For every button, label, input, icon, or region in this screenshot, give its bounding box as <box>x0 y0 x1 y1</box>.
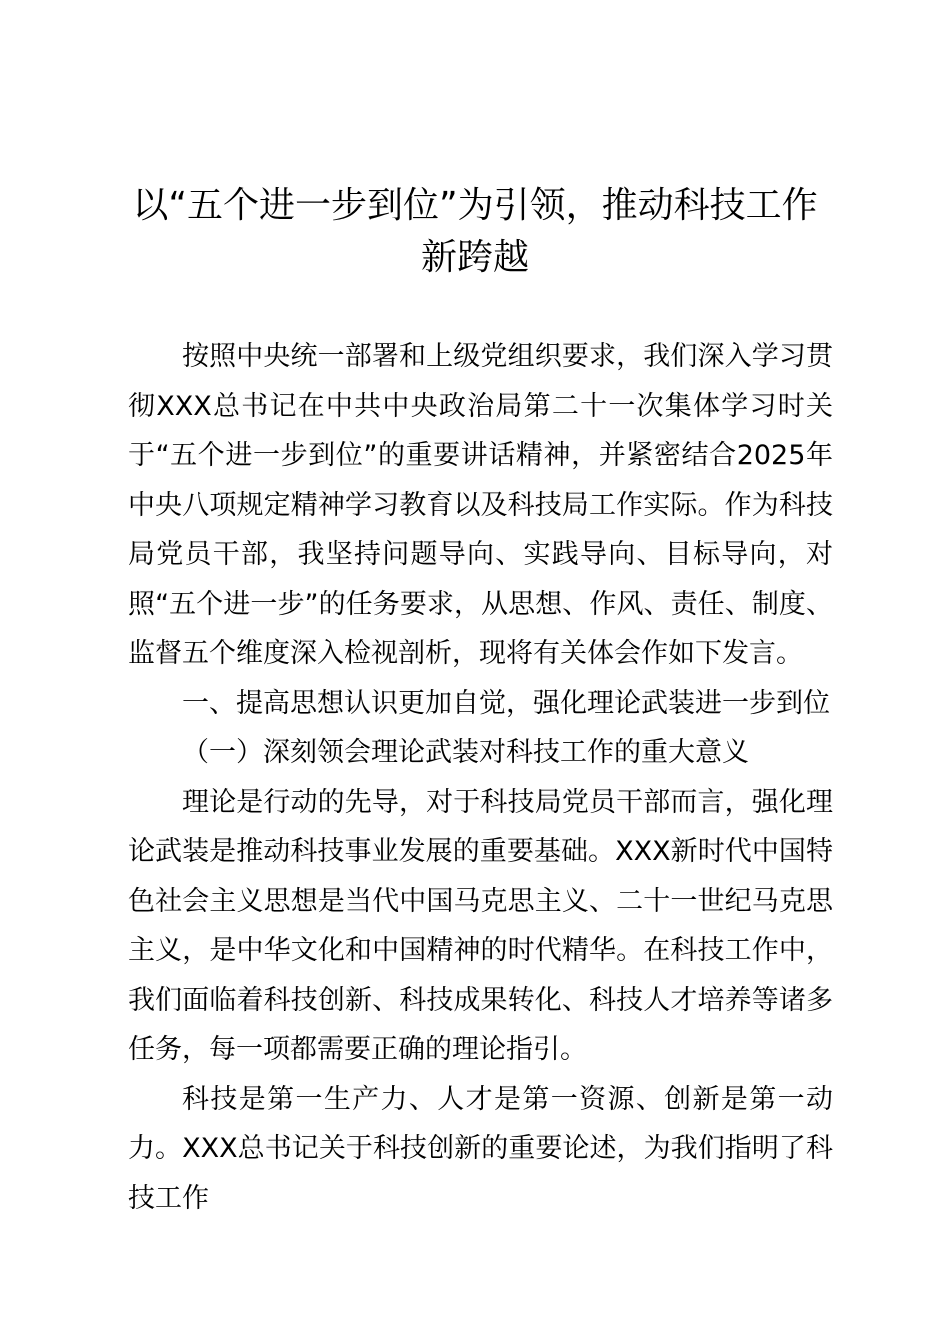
paragraph-theory: 理论是行动的先导，对于科技局党员干部而言，强化理论武装是推动科技事业发展的重要基础。XXX新时代中国特色社会主义思想是当代中国马克思主义、二十一世纪马克思主义，是中华文化和中国精神的时代精华。在科技工作中，我们面临着科技创新、科技成果转化、科技人才培养等诸多任务，每一项都需要正确的理论指引。 <box>128 786 833 1065</box>
subsection-heading-1: （一）深刻领会理论武装对科技工作的重大意义 <box>182 737 749 768</box>
paragraph-intro: 按照中央统一部署和上级党组织要求，我们深入学习贯彻XXX总书记在中共中央政治局第二十一次集体学习时关于“五个进一步到位”的重要讲话精神，并紧密结合2025年中央八项规定精神学习教育以及科技局工作实际。作为科技局党员干部，我坚持问题导向、实践导向、目标导向，对照“五个进一步”的任务要求，从思想、作风、责任、制度、监督五个维度深入检视剖析，现将有关体会作如下发言。 <box>128 341 833 669</box>
section-heading-1: 一、提高思想认识更加自觉，强化理论武装进一步到位 <box>182 687 830 719</box>
paragraph-technology: 科技是第一生产力、人才是第一资源、创新是第一动力。XXX总书记关于科技创新的重要论述，为我们指明了科技工作 <box>128 1083 833 1214</box>
title-line-1: 以“五个进一步到位”为引领，推动科技工作 <box>132 185 818 226</box>
document-body <box>128 332 833 1223</box>
title-line-2: 新跨越 <box>420 237 529 278</box>
document-title <box>0 180 950 284</box>
